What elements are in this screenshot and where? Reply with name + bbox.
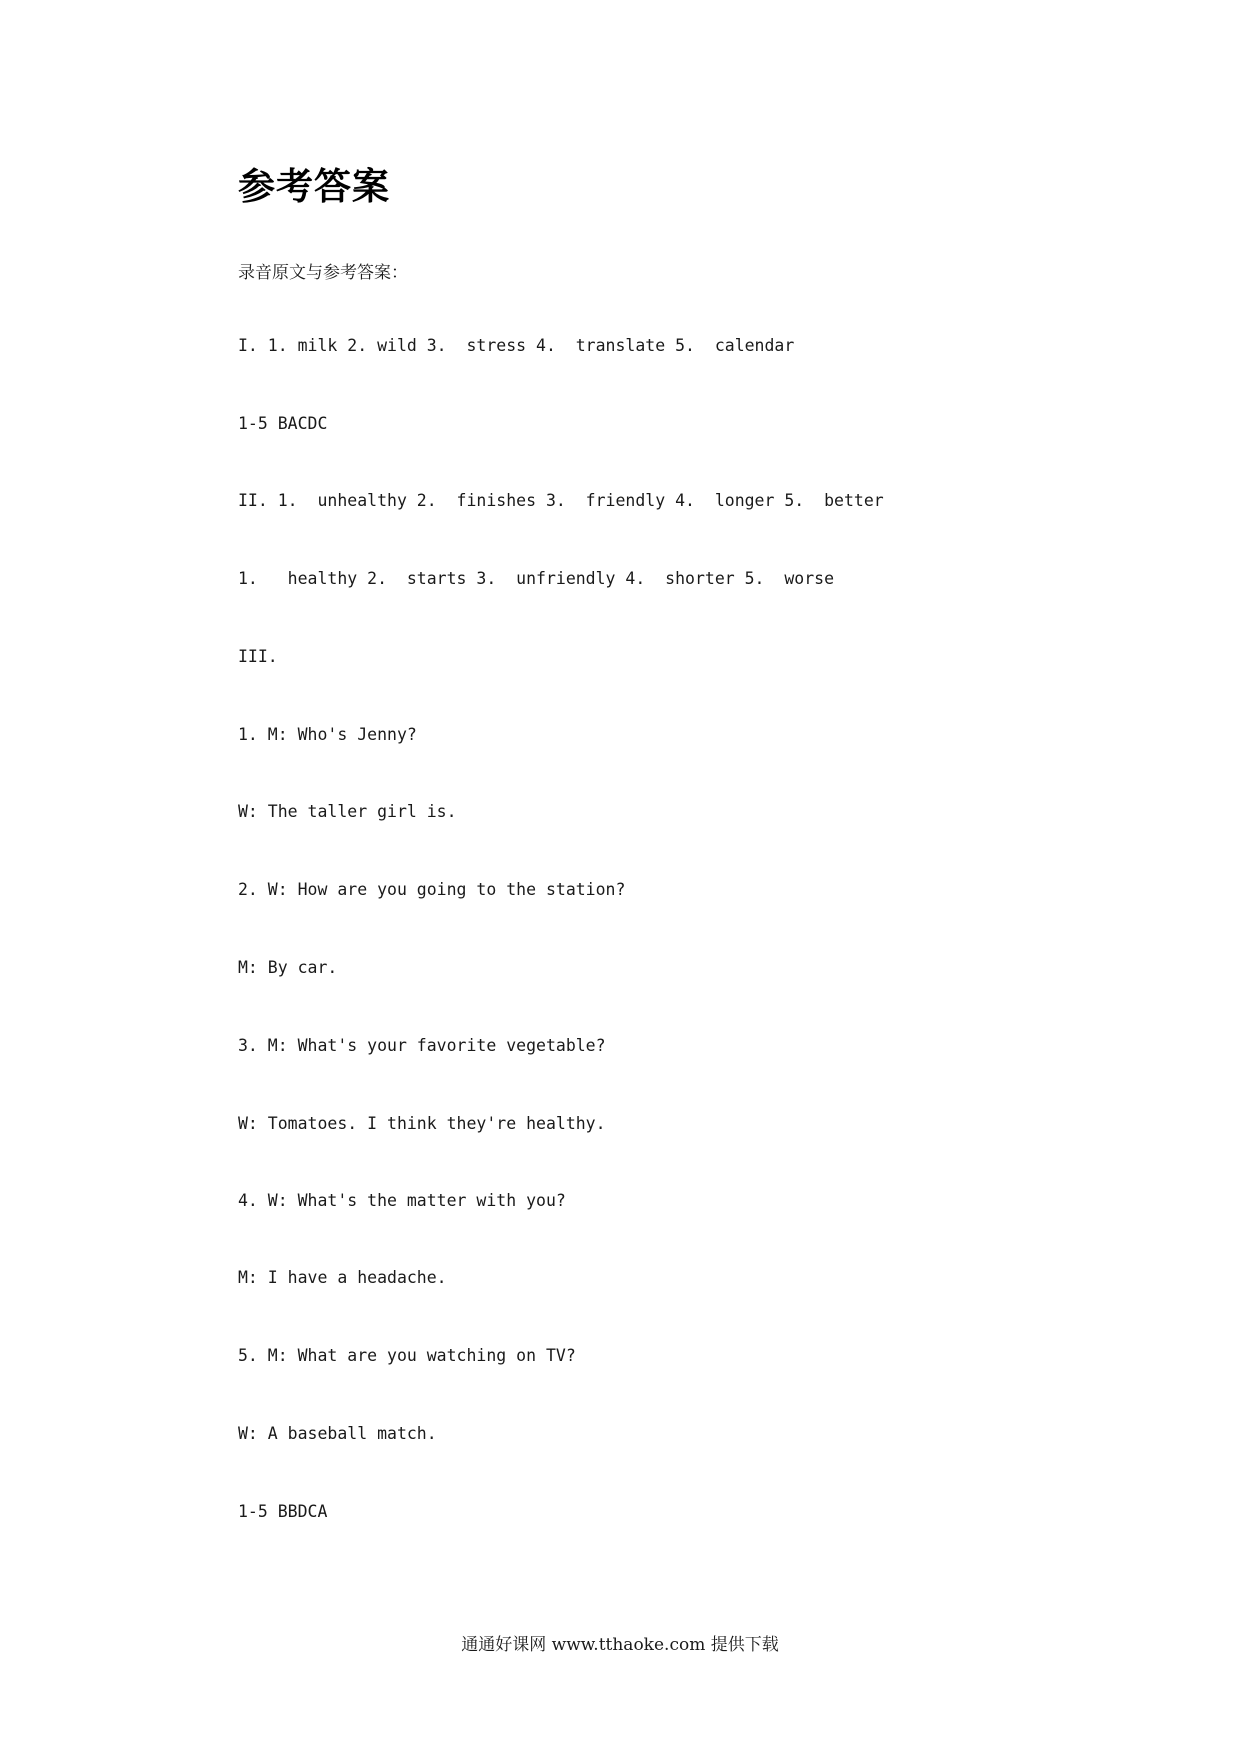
- dialogue-line: M: By car.: [238, 958, 338, 977]
- page-title: 参考答案: [238, 165, 390, 208]
- answer-line: 1. healthy 2. starts 3. unfriendly 4. shorter 5. worse: [238, 569, 835, 588]
- dialogue-line: 3. M: What's your favorite vegetable?: [238, 1036, 606, 1055]
- dialogue-line: W: The taller girl is.: [238, 802, 457, 821]
- dialogue-line: M: I have a headache.: [238, 1268, 447, 1287]
- section-heading: III.: [238, 647, 278, 666]
- dialogue-line: W: Tomatoes. I think they're healthy.: [238, 1114, 606, 1133]
- dialogue-line: W: A baseball match.: [238, 1424, 437, 1443]
- section-subtitle: 录音原文与参考答案：: [238, 263, 408, 283]
- dialogue-line: 4. W: What's the matter with you?: [238, 1191, 566, 1210]
- dialogue-line: 1. M: Who's Jenny?: [238, 725, 417, 744]
- answer-line: 1-5 BBDCA: [238, 1502, 328, 1521]
- answer-line: II. 1. unhealthy 2. finishes 3. friendly 4. longer 5. better: [238, 491, 884, 510]
- page-footer: 通通好课网 www.tthaoke.com 提供下载: [461, 1635, 779, 1655]
- answer-line: 1-5 BACDC: [238, 414, 328, 433]
- dialogue-line: 5. M: What are you watching on TV?: [238, 1346, 576, 1365]
- dialogue-line: 2. W: How are you going to the station?: [238, 880, 626, 899]
- answer-line: I. 1. milk 2. wild 3. stress 4. translate 5. calendar: [238, 336, 795, 355]
